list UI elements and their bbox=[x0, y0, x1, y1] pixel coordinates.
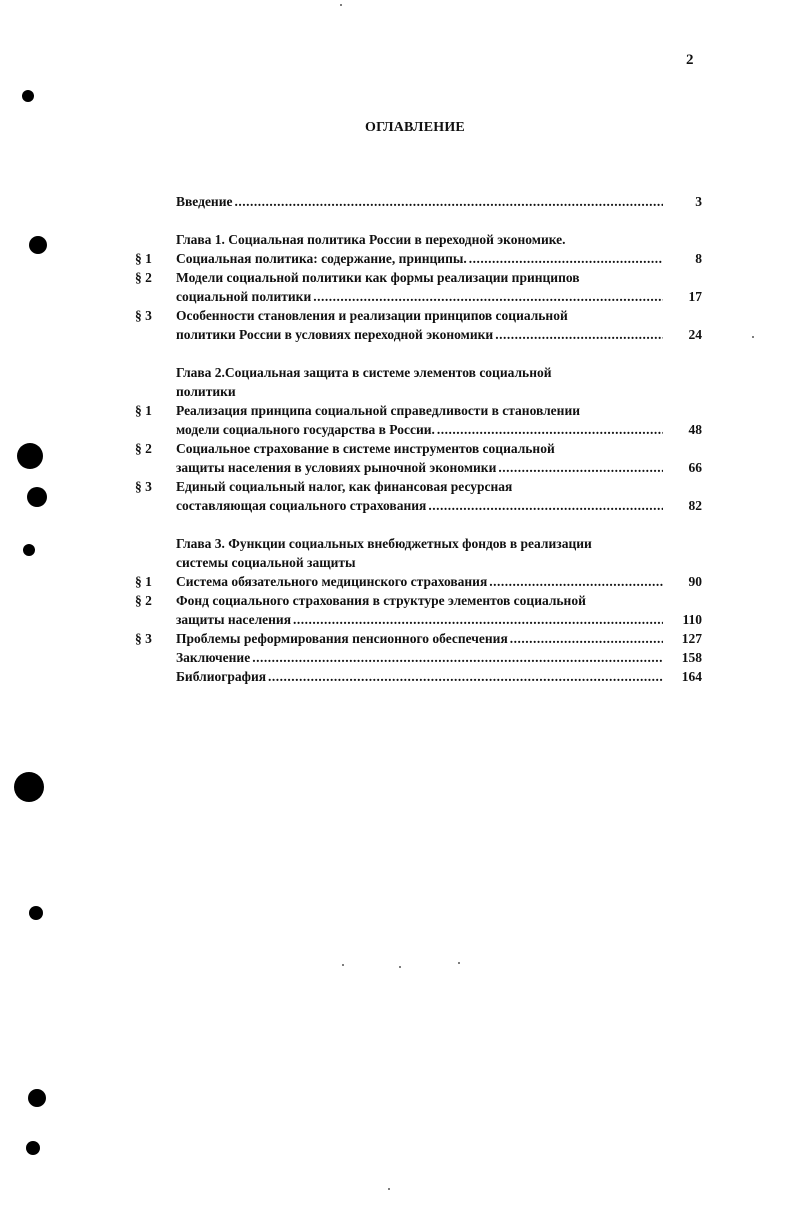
toc-entry-line: Особенности становления и реализации принципов социальной bbox=[176, 308, 568, 323]
scan-speck bbox=[458, 962, 460, 964]
toc-entry-label: Введение bbox=[176, 194, 233, 209]
toc-page-number: 66 bbox=[688, 460, 702, 475]
scan-speck bbox=[752, 336, 754, 338]
toc-entry[interactable] bbox=[176, 611, 663, 629]
toc-entry-line: Единый социальный налог, как финансовая ресурсная bbox=[176, 479, 513, 494]
section-number: § 1 bbox=[135, 251, 152, 266]
punch-hole-mark bbox=[22, 90, 34, 102]
toc-entry[interactable] bbox=[176, 497, 663, 515]
toc-page-number: 8 bbox=[695, 251, 702, 266]
punch-hole-mark bbox=[14, 772, 44, 802]
toc-page-number: 24 bbox=[688, 327, 702, 342]
chapter-heading: Глава 2.Социальная защита в системе элементов социальной bbox=[176, 365, 552, 380]
punch-hole-mark bbox=[29, 906, 43, 920]
scan-speck bbox=[388, 1188, 390, 1190]
toc-page-number: 17 bbox=[688, 289, 702, 304]
toc-entry[interactable] bbox=[176, 421, 663, 439]
toc-entry[interactable] bbox=[176, 459, 663, 477]
scan-speck bbox=[399, 966, 401, 968]
toc-entry-label: защиты населения в условиях рыночной экономики bbox=[176, 460, 497, 475]
section-number: § 3 bbox=[135, 631, 152, 646]
toc-entry-bibliography[interactable] bbox=[176, 668, 663, 686]
toc-page-number: 82 bbox=[688, 498, 702, 513]
toc-page-number: 158 bbox=[681, 650, 702, 665]
toc-entry-label: модели социального государства в России. bbox=[176, 422, 435, 437]
chapter-heading: системы социальной защиты bbox=[176, 555, 356, 570]
punch-hole-mark bbox=[26, 1141, 40, 1155]
section-number: § 1 bbox=[135, 403, 152, 418]
toc-page-number: 48 bbox=[688, 422, 702, 437]
toc-entry-line: Реализация принципа социальной справедливости в становлении bbox=[176, 403, 581, 418]
toc-page-number: 127 bbox=[681, 631, 702, 646]
section-number: § 2 bbox=[135, 593, 152, 608]
toc-entry-label: Библиография bbox=[176, 669, 267, 684]
toc-page-number: 3 bbox=[695, 194, 702, 209]
section-number: § 1 bbox=[135, 574, 152, 589]
scan-speck bbox=[342, 964, 344, 966]
toc-entry-line: Социальное страхование в системе инструментов социальной bbox=[176, 441, 555, 456]
section-number: § 2 bbox=[135, 441, 152, 456]
scan-speck bbox=[340, 4, 342, 6]
toc-entry-label: Заключение bbox=[176, 650, 251, 665]
punch-hole-mark bbox=[17, 443, 43, 469]
toc-entry-label: социальной политики bbox=[176, 289, 312, 304]
toc-entry[interactable] bbox=[176, 288, 663, 306]
toc-entry[interactable] bbox=[176, 250, 663, 268]
chapter-heading: политики bbox=[176, 384, 236, 399]
toc-entry-conclusion[interactable] bbox=[176, 649, 663, 667]
toc-page-number: 110 bbox=[682, 612, 702, 627]
toc-entry-line: Фонд социального страхования в структуре элементов социальной bbox=[176, 593, 586, 608]
page-title: ОГЛАВЛЕНИЕ bbox=[365, 120, 465, 135]
toc-entry-label: Система обязательного медицинского страхования bbox=[176, 574, 488, 589]
punch-hole-mark bbox=[27, 487, 47, 507]
toc-entry-label: политики России в условиях переходной экономики bbox=[176, 327, 494, 342]
punch-hole-mark bbox=[28, 1089, 46, 1107]
section-number: § 2 bbox=[135, 270, 152, 285]
toc-entry-label: Социальная политика: содержание, принципы. bbox=[176, 251, 467, 266]
toc-entry-label: составляющая социального страхования bbox=[176, 498, 427, 513]
chapter-heading: Глава 1. Социальная политика России в переходной экономике. bbox=[176, 232, 566, 247]
toc-page-number: 164 bbox=[681, 669, 702, 684]
section-number: § 3 bbox=[135, 308, 152, 323]
section-number: § 3 bbox=[135, 479, 152, 494]
punch-hole-mark bbox=[23, 544, 35, 556]
toc-entry-label: защиты населения bbox=[176, 612, 292, 627]
toc-entry[interactable] bbox=[176, 326, 663, 344]
toc-entry-intro[interactable] bbox=[176, 193, 663, 211]
page-number: 2 bbox=[686, 52, 694, 68]
toc-entry[interactable] bbox=[176, 630, 663, 648]
toc-entry-line: Модели социальной политики как формы реализации принципов bbox=[176, 270, 580, 285]
toc-entry[interactable] bbox=[176, 573, 663, 591]
chapter-heading: Глава 3. Функции социальных внебюджетных фондов в реализации bbox=[176, 536, 592, 551]
toc-entry-label: Проблемы реформирования пенсионного обеспечения bbox=[176, 631, 508, 646]
toc-page-number: 90 bbox=[688, 574, 702, 589]
punch-hole-mark bbox=[29, 236, 47, 254]
